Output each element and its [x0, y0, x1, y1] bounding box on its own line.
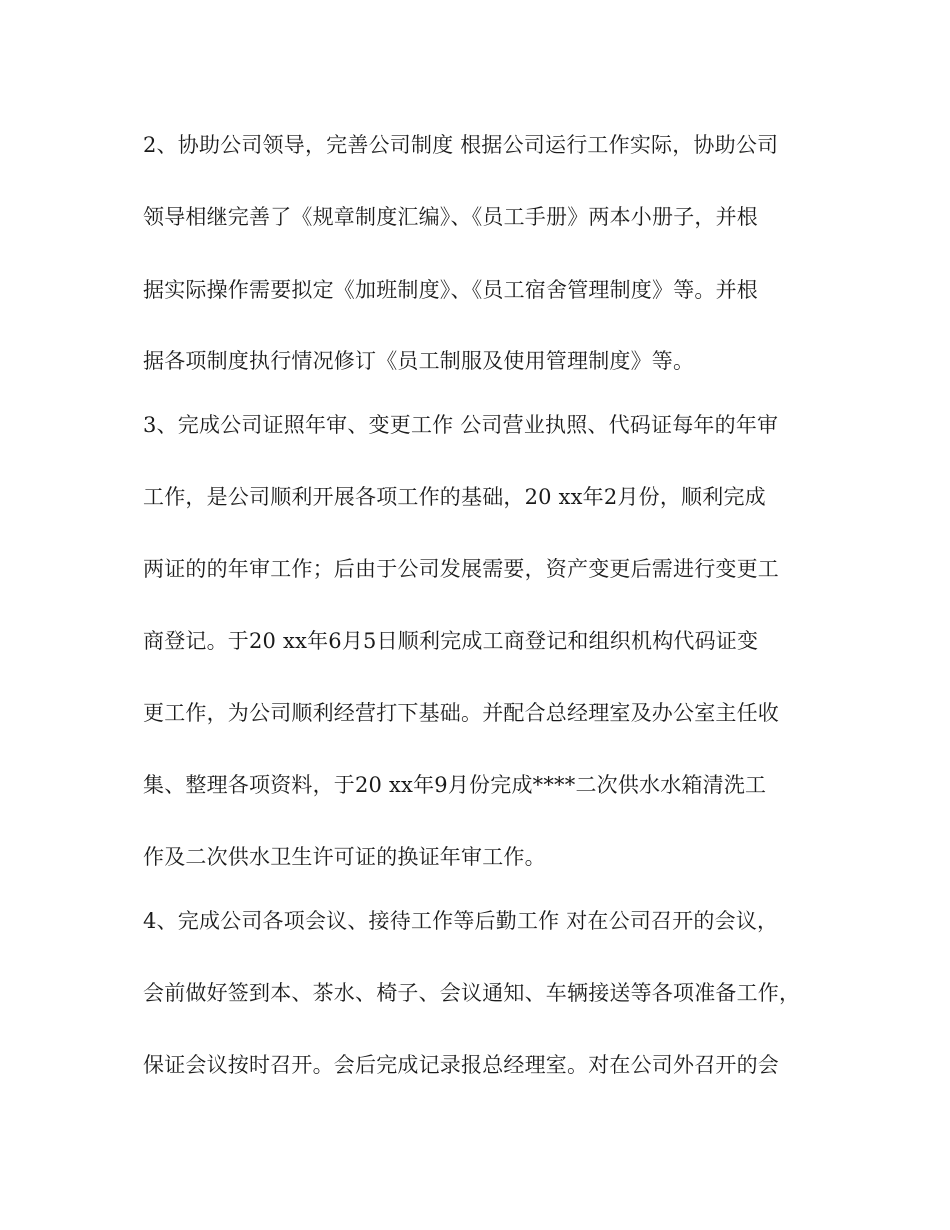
text-line: 集、整理各项资料，于20 xx年9月份完成****二次供水水箱清洗工: [143, 773, 767, 797]
text-line: 会前做好签到本、茶水、椅子、会议通知、车辆接送等各项准备工作，: [143, 981, 801, 1005]
text-line: 据实际操作需要拟定《加班制度》、《员工宿舍管理制度》等。并根: [143, 278, 758, 302]
text-line: 3、完成公司证照年审、变更工作 公司营业执照、代码证每年的年审: [143, 413, 779, 437]
text-line: 领导相继完善了《规章制度汇编》、《员工手册》两本小册子，并根: [143, 205, 758, 229]
text-line: 工作，是公司顺利开展各项工作的基础，20 xx年2月份，顺利完成: [143, 485, 766, 509]
text-line: 作及二次供水卫生许可证的换证年审工作。: [143, 845, 546, 869]
text-line: 2、协助公司领导，完善公司制度 根据公司运行工作实际，协助公司: [143, 133, 779, 157]
text-line: 商登记。于20 xx年6月5日顺利完成工商登记和组织机构代码证变: [143, 629, 759, 653]
text-line: 据各项制度执行情况修订《员工制服及使用管理制度》等。: [143, 349, 695, 373]
text-line: 更工作，为公司顺利经营打下基础。并配合总经理室及办公室主任收: [143, 701, 779, 725]
text-line: 保证会议按时召开。会后完成记录报总经理室。对在公司外召开的会: [143, 1053, 779, 1077]
text-line: 两证的的年审工作；后由于公司发展需要，资产变更后需进行变更工: [143, 557, 779, 581]
text-line: 4、完成公司各项会议、接待工作等后勤工作 对在公司召开的会议，: [143, 909, 779, 933]
